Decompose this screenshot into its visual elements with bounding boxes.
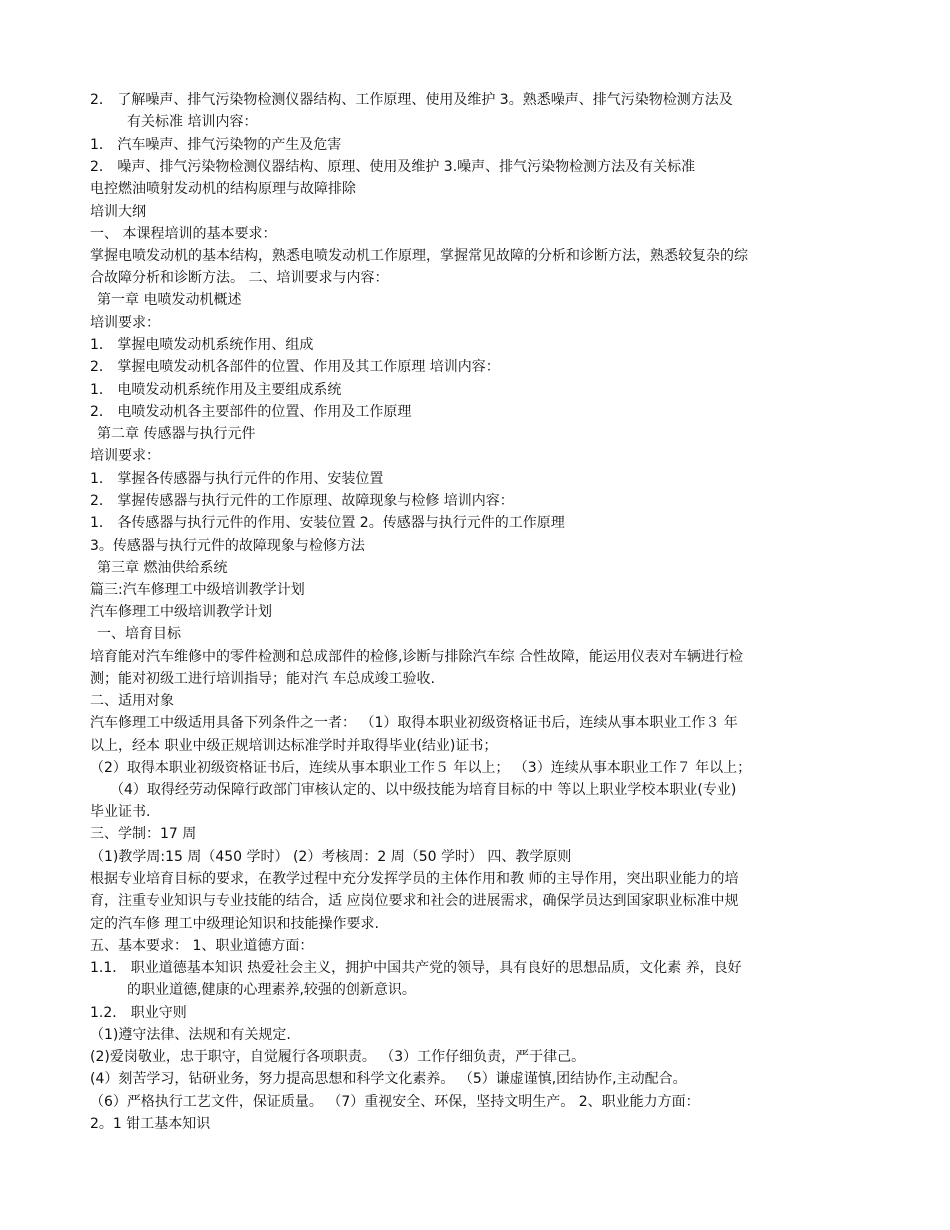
text-line: (4）刻苦学习，钻研业务，努力提高思想和科学文化素养。 （5）谦虚谨慎,团结协作,主动配合。 [90,1071,687,1087]
text-line: （4）取得经劳动保障行政部门审核认定的、以中级技能为培育目标的中 等以上职业学校本职业(专业) [110,782,737,798]
text-line: 毕业证书. [90,804,151,820]
text-line: 定的汽车修 理工中级理论知识和技能操作要求. [90,916,379,932]
text-line: 汽车修理工中级适用具备下列条件之一者： （1）取得本职业初级资格证书后，连续从事本职业工作３ 年 [90,715,738,731]
text-line: 1． 掌握各传感器与执行元件的作用、安装位置 [90,471,384,487]
chapter-heading: 第一章 电喷发动机概述 [97,292,242,308]
text-line: 合故障分析和诊断方法。 二、培训要求与内容： [90,270,389,286]
text-line: （2）取得本职业初级资格证书后，连续从事本职业工作５ 年以上； （3）连续从事本职业工作７ 年以上； [90,760,752,776]
text-line: 1． 汽车噪声、排气污染物的产生及危害 [90,137,342,153]
text-line: 培训要求： [90,315,160,331]
text-line: 五、基本要求： 1、职业道德方面： [90,938,314,954]
text-line: 2． 掌握传感器与执行元件的工作原理、故障现象与检修 培训内容： [90,493,514,509]
text-line: 1． 各传感器与执行元件的作用、安装位置 2。传感器与执行元件的工作原理 [90,515,565,531]
text-line: 培育能对汽车维修中的零件检测和总成部件的检修,诊断与排除汽车综 合性故障，能运用仪表对车辆进行检 [90,649,743,665]
text-line: 有关标准 培训内容： [127,114,258,130]
text-line: 三、学制：17 周 [90,826,197,842]
text-line: 根据专业培育目标的要求，在教学过程中充分发挥学员的主体作用和教 师的主导作用，突出职业能力的培 [90,871,739,887]
text-line: 电控燃油喷射发动机的结构原理与故障排除 [90,181,356,197]
text-line: 培训大纲 [90,204,146,220]
text-line: 一、 本课程培训的基本要求： [90,226,277,242]
text-line: (2)爱岗敬业，忠于职守，自觉履行各项职责。 （3）工作仔细负责，严于律己。 [90,1049,586,1065]
text-line: （1)遵守法律、法规和有关规定. [90,1027,291,1043]
text-line: 2． 噪声、排气污染物检测仪器结构、原理、使用及维护 3.噪声、排气污染物检测方法及有关标准 [90,159,696,175]
text-line: 2。1 钳工基本知识 [90,1116,211,1132]
text-line: 1.2． 职业守则 [90,1005,187,1021]
text-line: 掌握电喷发动机的基本结构，熟悉电喷发动机工作原理，掌握常见故障的分析和诊断方法，熟悉较复杂的综 [90,248,748,264]
text-line: 1． 电喷发动机系统作用及主要组成系统 [90,382,342,398]
text-line: 1.1． 职业道德基本知识 热爱社会主义，拥护中国共产党的领导，具有良好的思想品质，文化素 养，良好 [90,960,742,976]
chapter-heading: 第二章 传感器与执行元件 [97,426,256,442]
text-line: （1)教学周:15 周（450 学时） (2）考核周：2 周（50 学时） 四、教学原则 [90,849,572,865]
text-line: 2． 了解噪声、排气污染物检测仪器结构、工作原理、使用及维护 3。熟悉噪声、排气污染物检测方法及 [90,92,733,108]
text-line: 育，注重专业知识与专业技能的结合，适 应岗位要求和社会的进展需求，确保学员达到国家职业标准中规 [90,893,739,909]
text-line: 3。传感器与执行元件的故障现象与检修方法 [90,538,365,554]
text-line: 2． 电喷发动机各主要部件的位置、作用及工作原理 [90,404,412,420]
text-line: 1． 掌握电喷发动机系统作用、组成 [90,337,314,353]
section-title: 篇三:汽车修理工中级培训教学计划 [90,582,305,598]
text-line: 培训要求： [90,448,160,464]
text-line: 以上，经本 职业中级正规培训达标准学时并取得毕业(结业)证书； [90,738,498,754]
text-line: 2． 掌握电喷发动机各部件的位置、作用及其工作原理 培训内容： [90,359,500,375]
chapter-heading: 第三章 燃油供给系统 [97,560,228,576]
text-line: 汽车修理工中级培训教学计划 [90,604,272,620]
text-line: 的职业道德,健康的心理素养,较强的创新意识。 [127,982,416,998]
text-line: 测；能对初级工进行培训指导；能对汽 车总成竣工验收. [90,671,435,687]
text-line: （6）严格执行工艺文件，保证质量。 （7）重视安全、环保，坚持文明生产。 2、职业能力方面： [90,1094,700,1110]
text-line: 一、培育目标 [97,626,181,642]
text-line: 二、适用对象 [90,693,174,709]
